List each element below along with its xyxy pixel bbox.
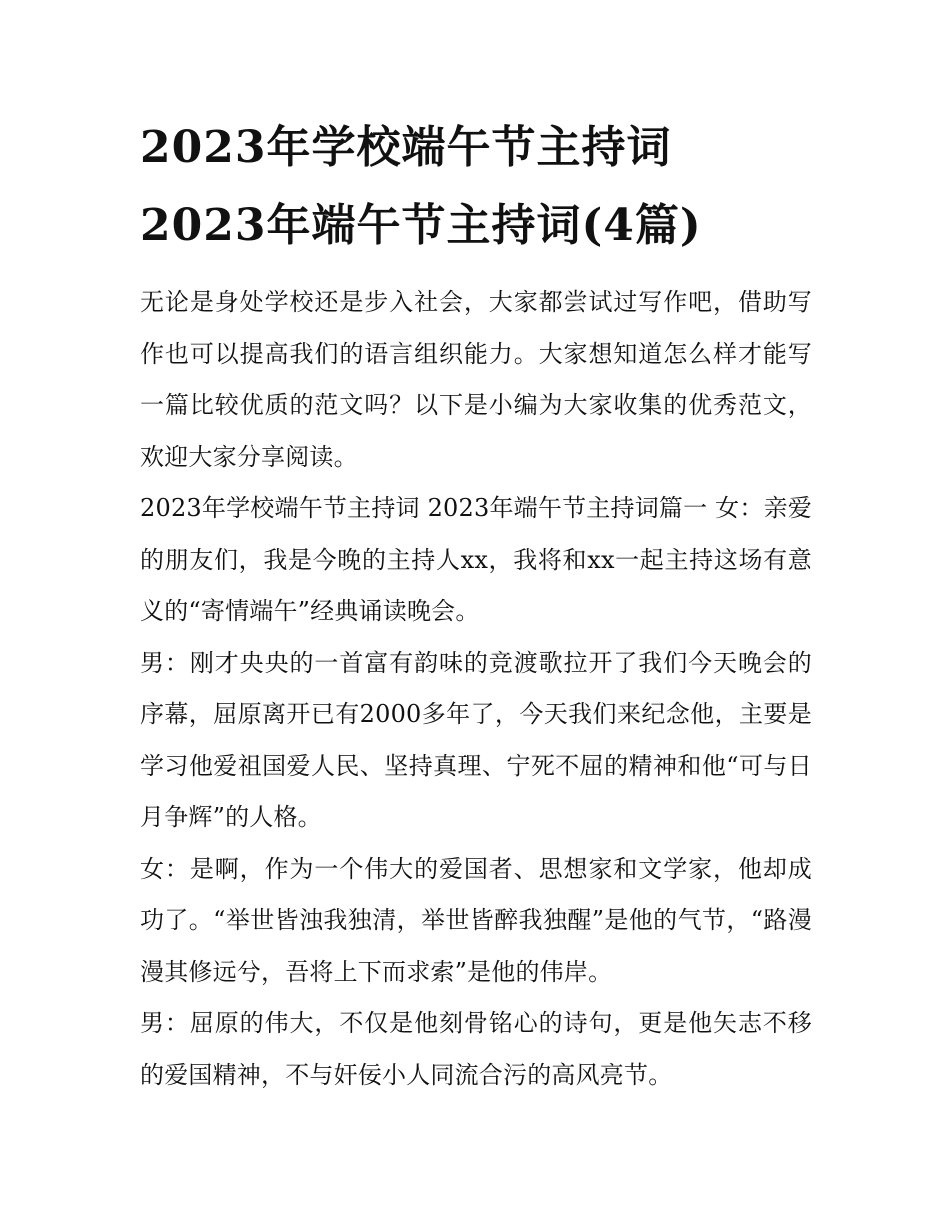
paragraph-1: 2023年学校端午节主持词 2023年端午节主持词篇一 女：亲爱的朋友们，我是今晚的主持人xx，我将和xx一起主持这场有意义的“寄情端午”经典诵读晚会。 [140,494,812,625]
document-body [140,277,812,1101]
paragraph-intro: 无论是身处学校还是步入社会，大家都尝试过写作吧，借助写作也可以提高我们的语言组织能力。大家想知道怎么样才能写一篇比较优质的范文吗？以下是小编为大家收集的优秀范文，欢迎大家分享阅读。 [140,288,812,471]
paragraph-4: 男：屈原的伟大，不仅是他刻骨铭心的诗句，更是他矢志不移的爱国精神，不与奸佞小人同流合污的高风亮节。 [140,1009,812,1089]
paragraph-2: 男：刚才央央的一首富有韵味的竞渡歌拉开了我们今天晚会的序幕，屈原离开已有2000多年了，今天我们来纪念他，主要是学习他爱祖国爱人民、坚持真理、宁死不屈的精神和他“可与日月争辉”的人格。 [140,648,812,831]
document-title-line-1: 2023年学校端午节主持词 [140,122,672,173]
paragraph-3: 女：是啊，作为一个伟大的爱国者、思想家和文学家，他却成功了。“举世皆浊我独清，举世皆醉我独醒”是他的气节，“路漫漫其修远兮，吾将上下而求索”是他的伟岸。 [140,854,812,986]
document-title-line-2: 2023年端午节主持词(4篇) [140,200,702,251]
